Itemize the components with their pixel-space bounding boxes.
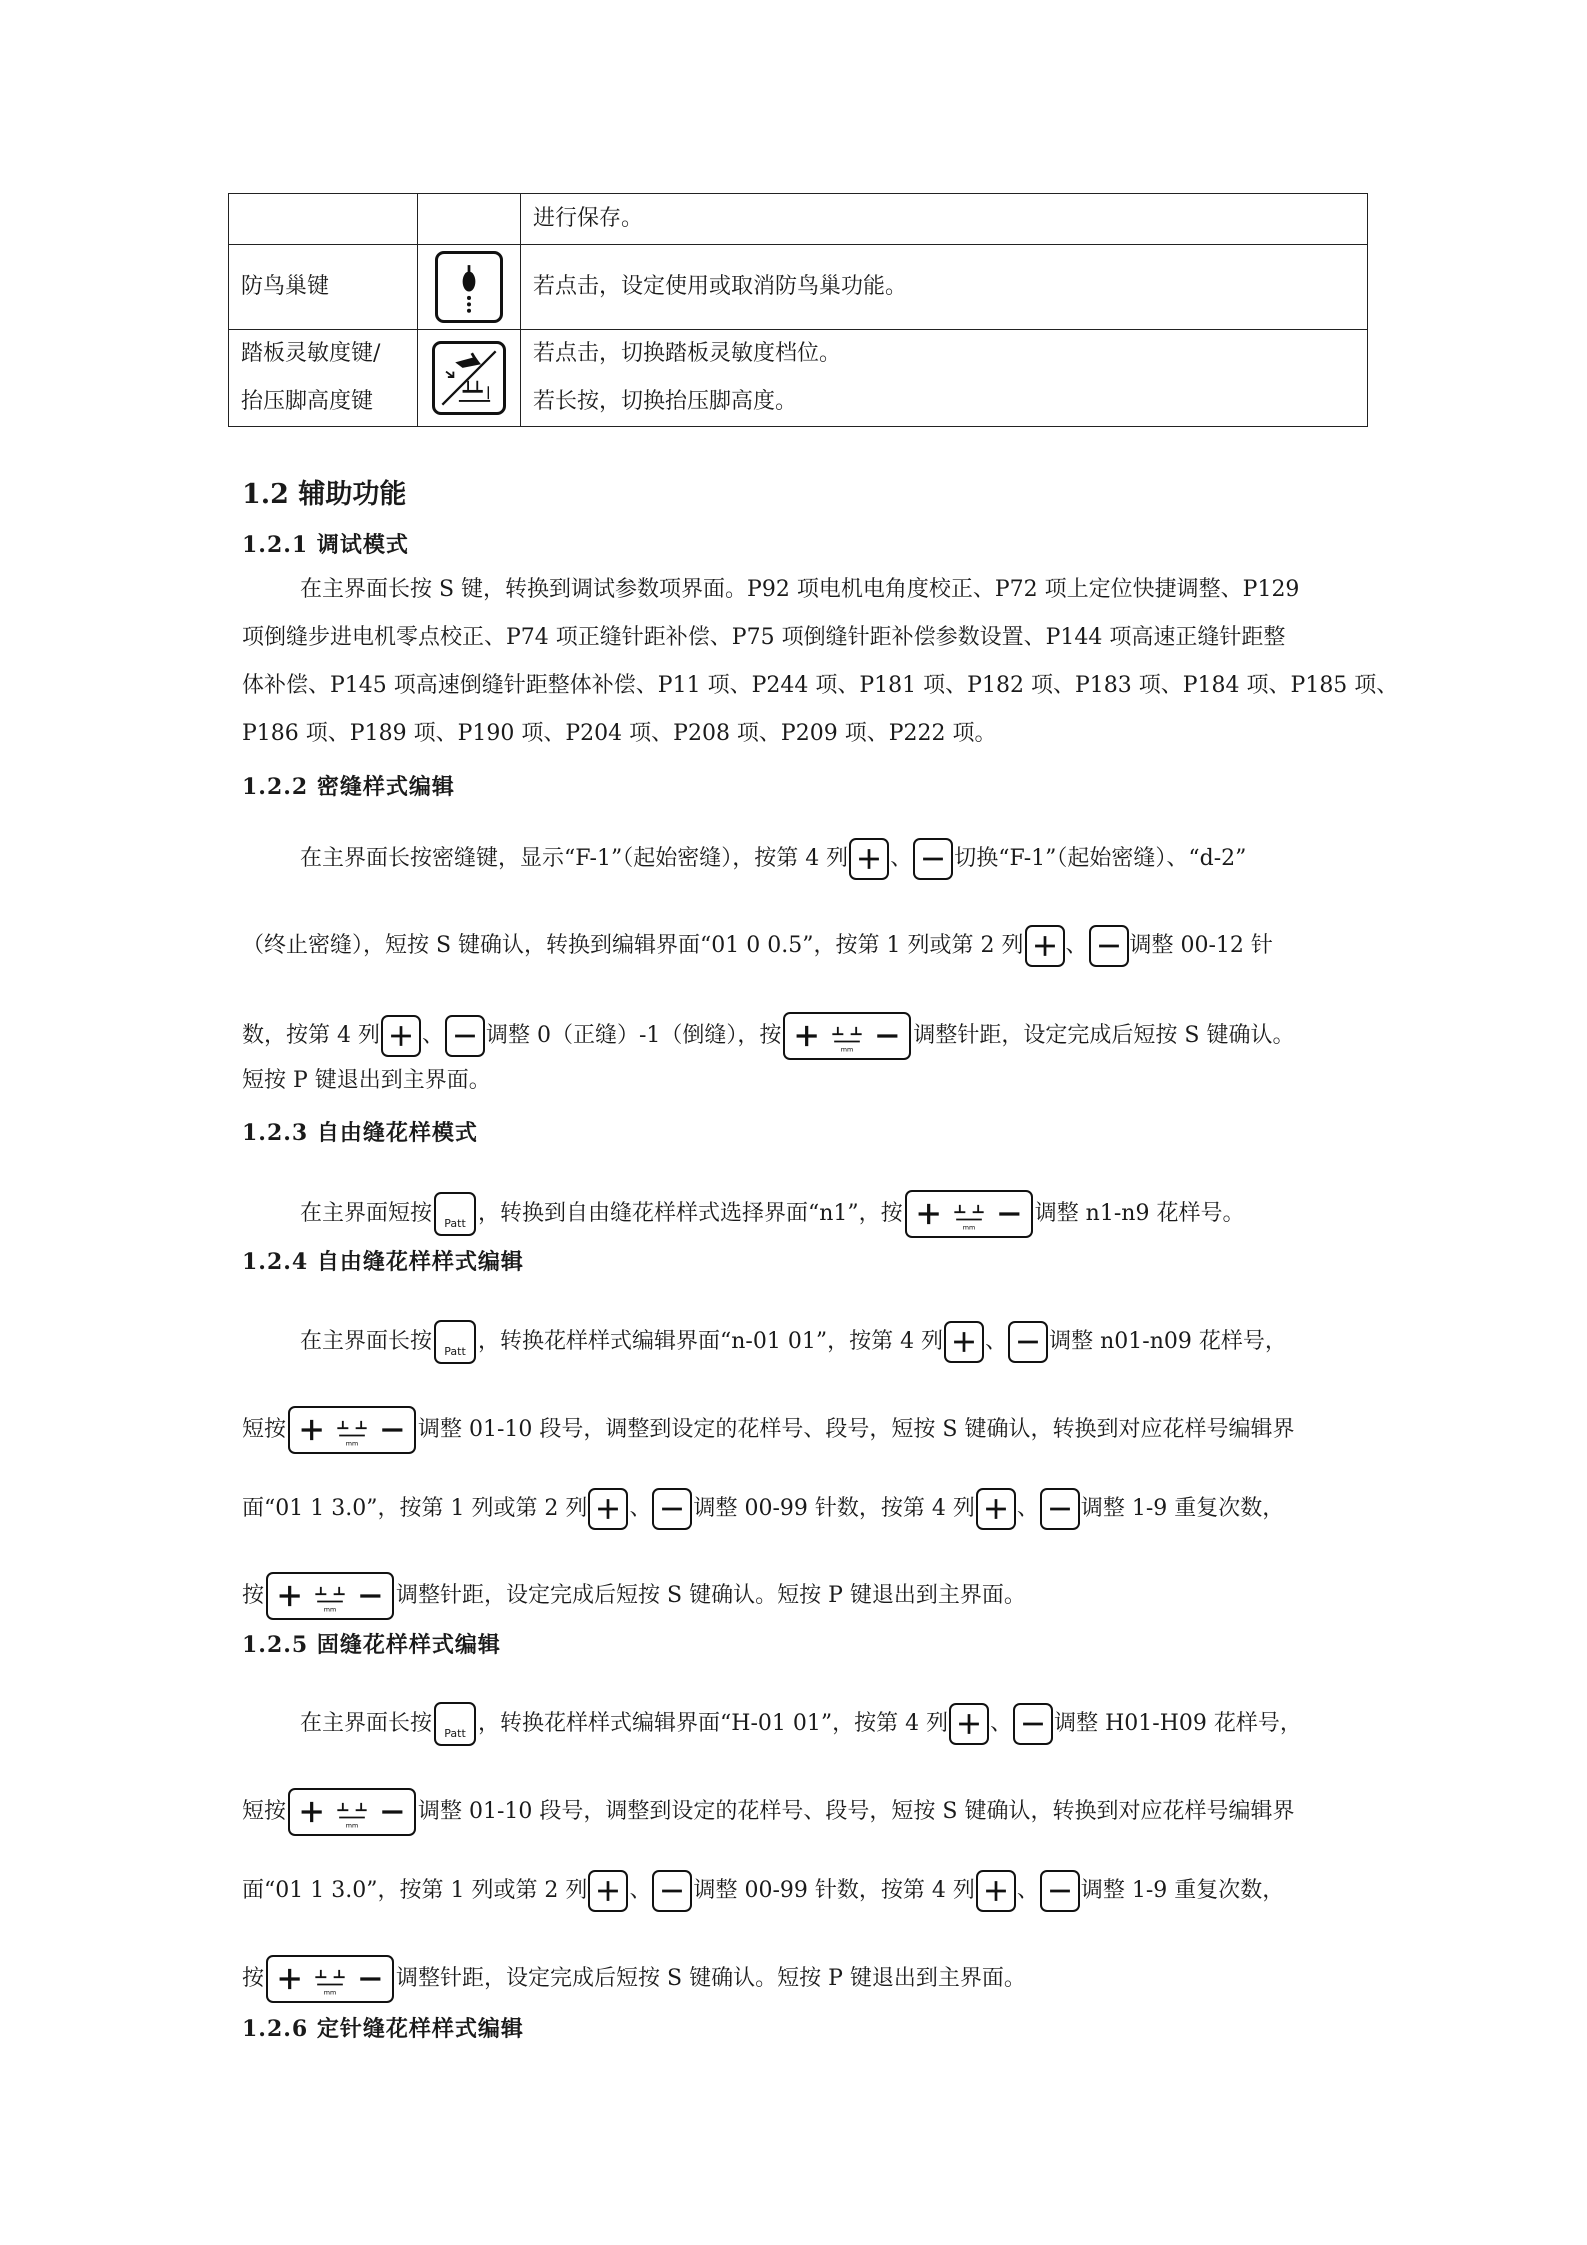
svg-text:mm: mm — [962, 1223, 975, 1232]
minus-key-icon — [913, 838, 953, 880]
patt-key-icon: Patt — [434, 1320, 476, 1364]
paragraph-line: 按 mm 调整针距，设定完成后短按 S 键确认。短按 P 键退出到主界面。 — [242, 1955, 1026, 1991]
subsection-heading: 1.2.5 固缝花样样式编辑 — [242, 1632, 501, 1658]
paragraph-line: 短按 mm 调整 01-10 段号，调整到设定的花样号、段号，短按 S 键确认，转换到对应花样号编辑界 — [242, 1788, 1294, 1824]
svg-text:mm: mm — [345, 1821, 359, 1830]
pedal-sensitivity-icon — [432, 341, 506, 415]
table-row — [229, 245, 1368, 330]
paragraph-line: 面“01 1 3.0”，按第 1 列或第 2 列 、 调整 00-99 针数，按第 4 列 、 调整 1-9 重复次数， — [242, 1870, 1284, 1906]
plus-key-icon — [976, 1870, 1016, 1912]
stitch-length-key-icon — [905, 1190, 1033, 1238]
minus-key-icon — [652, 1870, 692, 1912]
section-heading: 1.2 辅助功能 — [242, 479, 407, 510]
plus-key-icon — [588, 1488, 628, 1530]
table-row — [229, 330, 1368, 427]
paragraph-line: （终止密缝），短按 S 键确认，转换到编辑界面“01 0 0.5”，按第 1 列或第 2 列 、 调整 00-12 针 — [242, 925, 1273, 961]
stitch-length-key-icon — [266, 1955, 394, 2003]
paragraph-line: 在主界面长按 Patt ，转换花样样式编辑界面“n-01 01”，按第 4 列 、 调整 n01-n09 花样号， — [300, 1320, 1287, 1356]
paragraph-line: 项倒缝步进电机零点校正、P74 项正缝针距补偿、P75 项倒缝针距补偿参数设置、P144 项高速正缝针距整 — [242, 625, 1286, 650]
stitch-length-key-icon — [266, 1572, 394, 1620]
stitch-length-key-icon — [288, 1788, 416, 1836]
subsection-heading: 1.2.6 定针缝花样样式编辑 — [242, 2016, 524, 2042]
subsection-heading: 1.2.2 密缝样式编辑 — [242, 774, 455, 800]
paragraph-line: 体补偿、P145 项高速倒缝针距整体补偿、P11 项、P244 项、P181 项、P182 项、P183 项、P184 项、P185 项、 — [242, 673, 1399, 698]
paragraph-line: 在主界面长按密缝键，显示“F-1”（起始密缝），按第 4 列 、 切换“F-1”（起始密缝）、“d-2” — [300, 838, 1246, 874]
plus-key-icon — [1025, 925, 1065, 967]
paragraph-line: P186 项、P189 项、P190 项、P204 项、P208 项、P209 项、P222 项。 — [242, 721, 997, 746]
key-desc-line: 若点击，切换踏板灵敏度档位。 — [533, 341, 842, 366]
paragraph-line: 数，按第 4 列 、 调整 0（正缝）-1（倒缝），按 mm 调整针距，设定完成后短按 S 键确认。 — [242, 1012, 1294, 1048]
paragraph-line: 在主界面短按 Patt ，转换到自由缝花样样式选择界面“n1”，按 mm 调整 n1-n9 花样号。 — [300, 1190, 1244, 1226]
key-name-line: 抬压脚高度键 — [241, 389, 374, 414]
key-icon-cell — [418, 330, 521, 427]
key-desc-cell: 若点击，设定使用或取消防鸟巢功能。 — [521, 245, 1368, 330]
svg-text:mm: mm — [323, 1988, 337, 1997]
svg-text:mm: mm — [323, 1605, 337, 1614]
subsection-heading: 1.2.3 自由缝花样模式 — [242, 1120, 478, 1146]
minus-key-icon — [1040, 1488, 1080, 1530]
key-name-cell — [229, 330, 418, 427]
minus-key-icon — [1013, 1703, 1053, 1745]
key-desc-cell — [521, 330, 1368, 427]
svg-text:mm: mm — [841, 1045, 854, 1054]
paragraph-line: 在主界面长按 S 键，转换到调试参数项界面。P92 项电机电角度校正、P72 项上定位快捷调整、P129 — [300, 577, 1300, 602]
plus-key-icon — [849, 838, 889, 880]
paragraph-line: 短按 mm 调整 01-10 段号，调整到设定的花样号、段号，短按 S 键确认，转换到对应花样号编辑界 — [242, 1406, 1294, 1442]
plus-key-icon — [381, 1015, 421, 1057]
key-desc-cell: 进行保存。 — [521, 194, 1368, 245]
plus-key-icon — [588, 1870, 628, 1912]
patt-key-icon: Patt — [434, 1702, 476, 1746]
anti-bird-nest-icon — [435, 251, 503, 323]
minus-key-icon — [445, 1015, 485, 1057]
minus-key-icon — [1008, 1321, 1048, 1363]
key-desc-line: 若长按，切换抬压脚高度。 — [533, 389, 798, 414]
table-row — [229, 194, 1368, 245]
paragraph-line: 面“01 1 3.0”，按第 1 列或第 2 列 、 调整 00-99 针数，按第 4 列 、 调整 1-9 重复次数， — [242, 1488, 1284, 1524]
key-icon-cell — [418, 245, 521, 330]
stitch-length-key-icon — [783, 1012, 911, 1060]
plus-key-icon — [949, 1703, 989, 1745]
plus-key-icon — [976, 1488, 1016, 1530]
patt-key-icon: Patt — [434, 1192, 476, 1236]
subsection-heading: 1.2.1 调试模式 — [242, 532, 409, 558]
subsection-heading: 1.2.4 自由缝花样样式编辑 — [242, 1249, 524, 1275]
stitch-length-key-icon — [288, 1406, 416, 1454]
paragraph-line: 在主界面长按 Patt ，转换花样样式编辑界面“H-01 01”，按第 4 列 、 调整 H01-H09 花样号， — [300, 1702, 1302, 1738]
key-name-line: 踏板灵敏度键/ — [241, 341, 381, 366]
plus-key-icon — [944, 1321, 984, 1363]
key-name-cell — [229, 194, 418, 245]
key-table — [228, 193, 1368, 427]
paragraph-line: 短按 P 键退出到主界面。 — [242, 1068, 491, 1093]
key-name-cell: 防鸟巢键 — [229, 245, 418, 330]
minus-key-icon — [1089, 925, 1129, 967]
minus-key-icon — [652, 1488, 692, 1530]
key-icon-cell — [418, 194, 521, 245]
minus-key-icon — [1040, 1870, 1080, 1912]
paragraph-line: 按 mm 调整针距，设定完成后短按 S 键确认。短按 P 键退出到主界面。 — [242, 1572, 1026, 1608]
svg-text:mm: mm — [345, 1439, 359, 1448]
